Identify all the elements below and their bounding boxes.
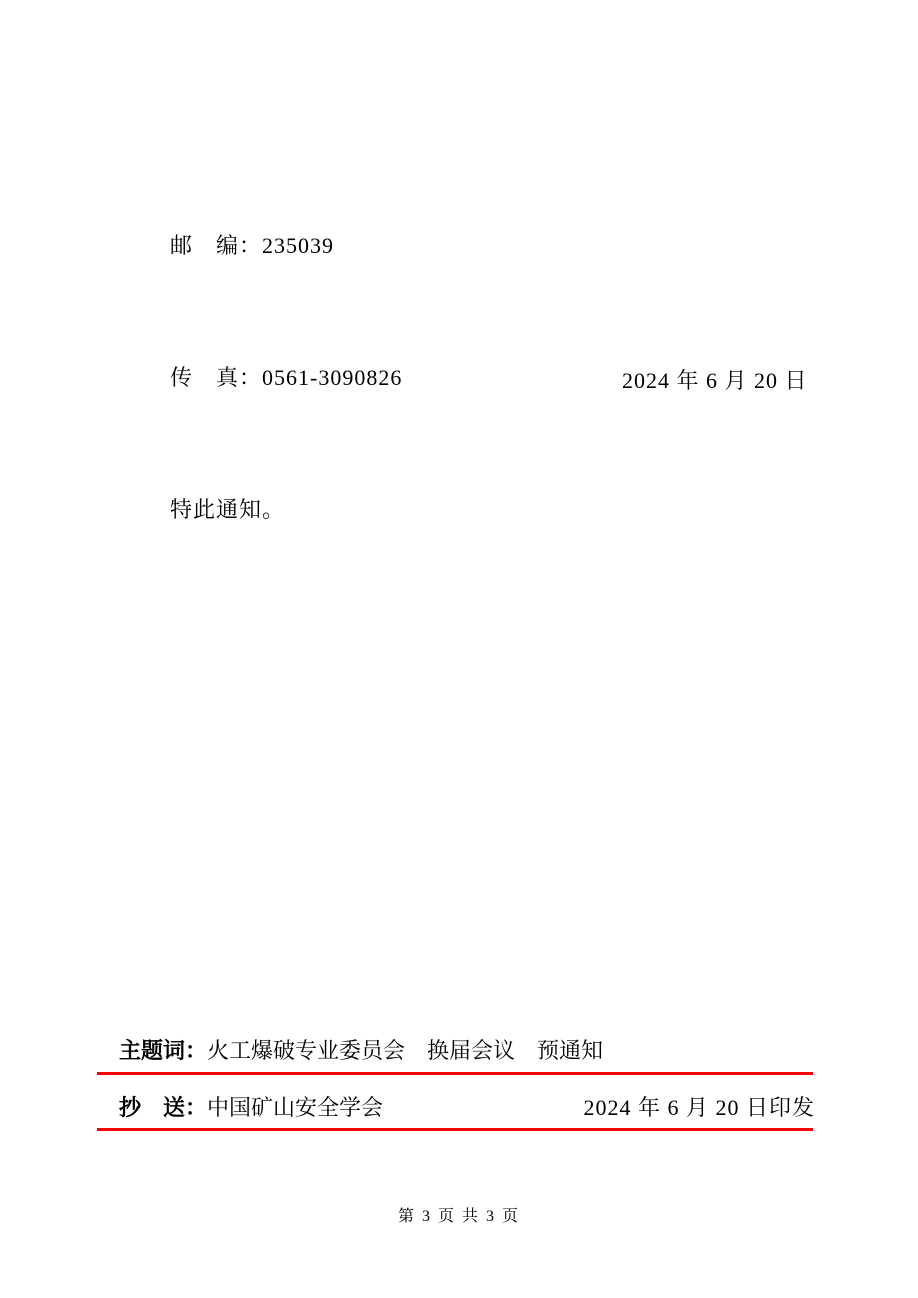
fax-line: 传 真：0561-3090826 xyxy=(170,365,403,390)
postal-code-line: 邮 编：235039 xyxy=(170,233,335,258)
cc-label: 抄 送： xyxy=(119,1095,208,1120)
page-indicator: 第 3 页 共 3 页 xyxy=(397,1208,520,1225)
cc-row xyxy=(119,1091,815,1122)
red-divider-top xyxy=(97,1072,813,1075)
signature-date: 2024 年 6 月 20 日 xyxy=(622,368,808,393)
subject-keywords: 火工爆破专业委员会 换届会议 预通知 xyxy=(207,1038,604,1063)
subject-label: 主题词： xyxy=(119,1038,208,1063)
cc-value: 中国矿山安全学会 xyxy=(207,1095,384,1120)
subject-keywords-row xyxy=(119,1034,603,1065)
closing-line: 特此通知。 xyxy=(170,497,286,522)
print-date: 2024 年 6 月 20 日印发 xyxy=(583,1095,815,1120)
contact-info-block xyxy=(170,136,402,620)
red-divider-bottom xyxy=(97,1128,813,1131)
